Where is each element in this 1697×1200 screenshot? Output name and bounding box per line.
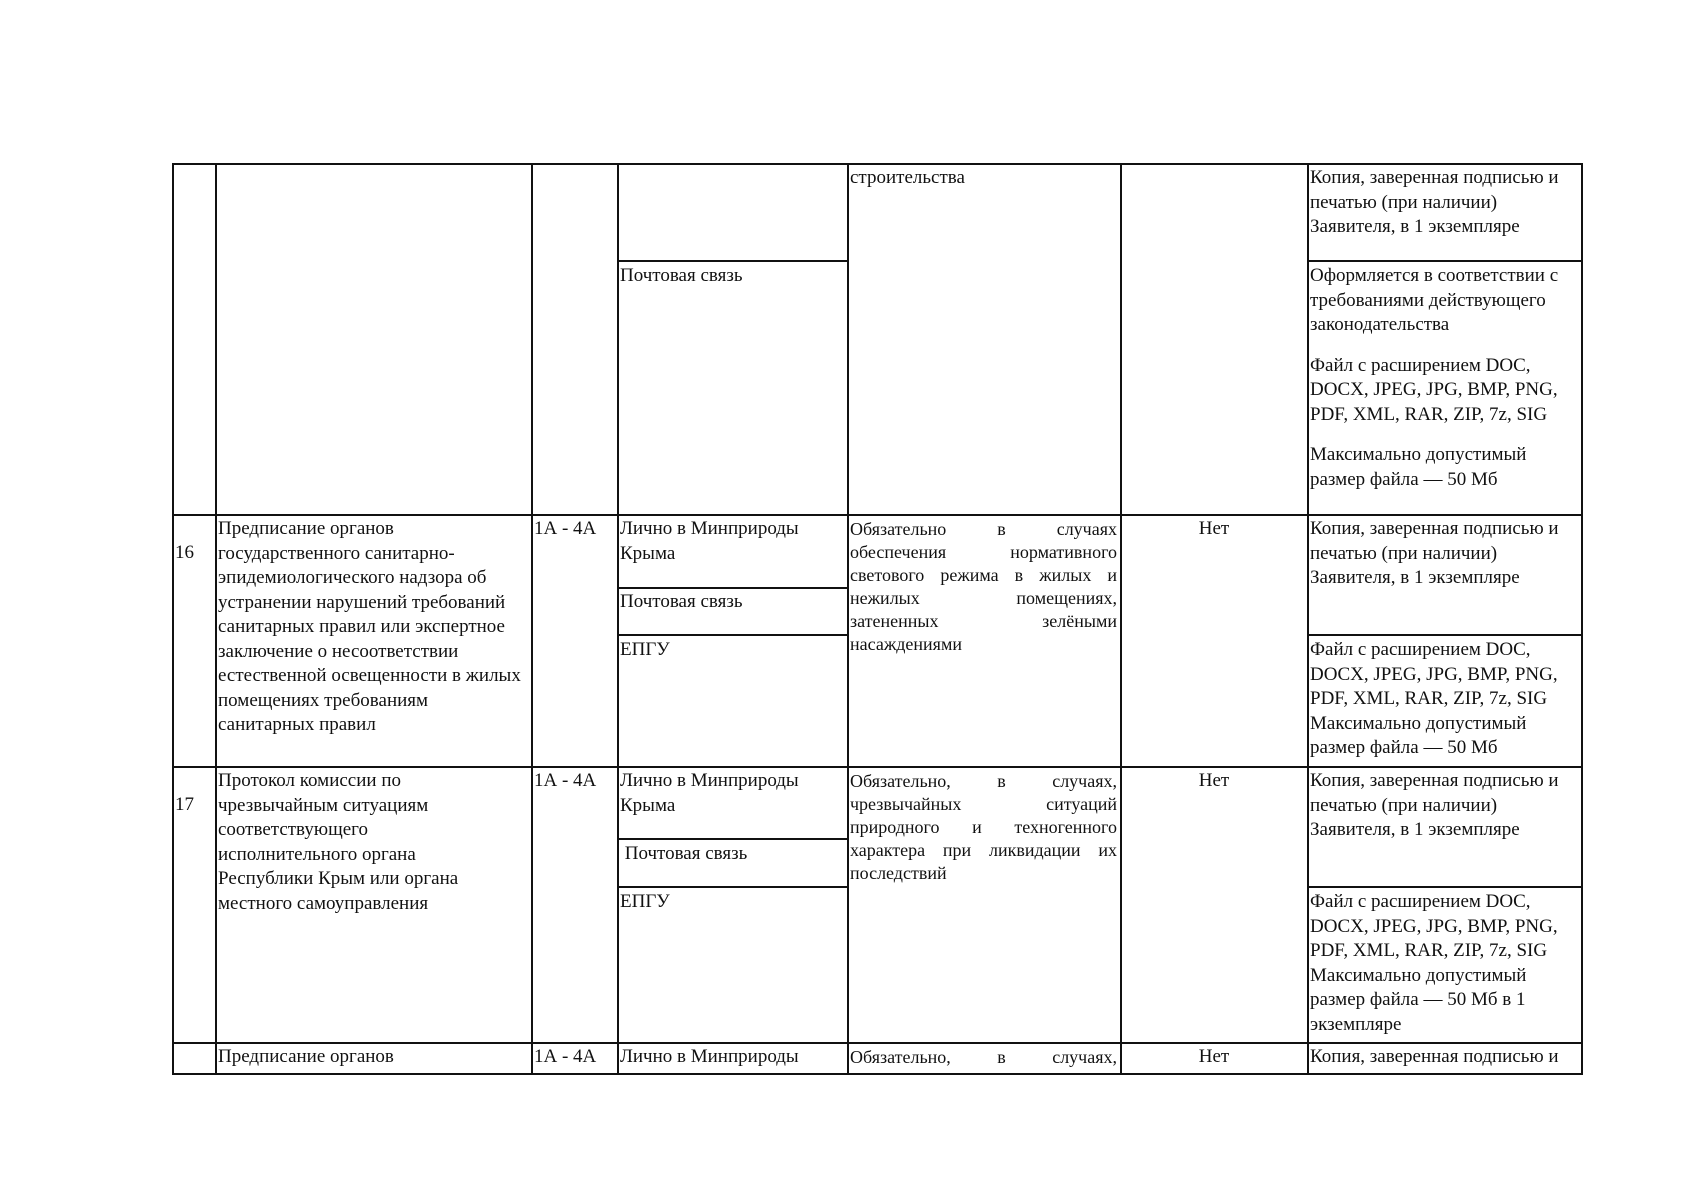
table-border-bottom	[172, 1073, 1583, 1075]
document-name-cell: Протокол комиссии по чрезвычайным ситуациям соответствующего исполнительного органа Республики Крым или органа местного самоуправления	[218, 770, 459, 914]
submission-method-personal: Лично в Минприроды Крыма	[620, 518, 799, 564]
column-divider	[617, 163, 619, 1074]
subcell-divider	[1307, 260, 1583, 262]
document-form-cell	[1310, 264, 1580, 492]
form-paragraph: Оформляется в соответствии с требованиями действующего законодательства	[1310, 265, 1559, 335]
required-cell: Нет	[1198, 770, 1230, 791]
condition-cell: Обязательно, в случаях, чрезвычайных ситуаций природного и техногенного характера при ликвидации их последствий	[850, 771, 1117, 883]
row-divider	[172, 1042, 1583, 1044]
required-cell: Нет	[1198, 1046, 1230, 1067]
subcell-divider	[617, 886, 847, 888]
submission-method-post: Почтовая связь	[620, 591, 743, 612]
subcell-divider	[617, 634, 847, 636]
category-cell: 1А - 4А	[534, 518, 597, 539]
document-form-cell: Копия, заверенная подписью и печатью (при наличии) Заявителя, в 1 экземпляре	[1310, 167, 1559, 237]
row-divider	[172, 766, 1583, 768]
column-divider	[847, 163, 849, 1074]
category-cell: 1А - 4А	[534, 770, 597, 791]
form-paragraph: Максимально допустимый размер файла — 50 Мб	[1310, 444, 1527, 490]
submission-method-personal: Лично в Минприроды	[620, 1046, 799, 1067]
subcell-divider	[617, 838, 847, 840]
category-cell: 1А - 4А	[534, 1046, 597, 1067]
column-divider	[215, 163, 217, 1074]
column-divider	[1120, 163, 1122, 1074]
condition-cell: строительства	[850, 167, 965, 188]
document-form-cell: Копия, заверенная подписью и печатью (при наличии) Заявителя, в 1 экземпляре	[1310, 518, 1559, 588]
column-divider	[531, 163, 533, 1074]
subcell-divider	[1307, 886, 1583, 888]
form-paragraph: Файл с расширением DOC, DOCX, JPEG, JPG, BMP, PNG, PDF, XML, RAR, ZIP, 7z, SIG	[1310, 354, 1558, 425]
row-number: 17	[175, 794, 194, 815]
document-form-cell: Копия, заверенная подписью и	[1310, 1046, 1559, 1067]
required-cell: Нет	[1198, 518, 1230, 539]
row-divider	[172, 514, 1583, 516]
subcell-divider	[1307, 634, 1583, 636]
condition-cell: Обязательно, в случаях,	[850, 1047, 1117, 1067]
column-divider	[1307, 163, 1309, 1074]
table-border-top	[172, 163, 1583, 165]
document-name-cell: Предписание органов государственного санитарно-эпидемиологического надзора об устранении нарушений требований санитарных правил или экспертное заключение о несоответствии естественной освещенности в жилых помещениях требованиям санитарных правил	[218, 518, 521, 735]
subcell-divider	[617, 587, 847, 589]
row-number: 16	[175, 542, 194, 563]
table-border-right	[1581, 163, 1583, 1074]
submission-method-personal: Лично в Минприроды Крыма	[620, 770, 799, 816]
submission-method-post: Почтовая связь	[620, 843, 748, 864]
submission-method-post: Почтовая связь	[620, 265, 743, 286]
condition-cell: Обязательно в случаях обеспечения нормативного светового режима в жилых и нежилых помещениях, затененных зелёными насаждениями	[850, 519, 1117, 654]
submission-method-epgu: ЕПГУ	[620, 891, 670, 912]
table-border-left	[172, 163, 174, 1074]
submission-method-epgu: ЕПГУ	[620, 639, 670, 660]
document-form-cell: Файл с расширением DOC, DOCX, JPEG, JPG, BMP, PNG, PDF, XML, RAR, ZIP, 7z, SIG Максимально допустимый размер файла — 50 Мб в 1 экземпляре	[1310, 891, 1558, 1035]
document-name-cell: Предписание органов	[218, 1046, 394, 1067]
document-form-cell: Копия, заверенная подписью и печатью (при наличии) Заявителя, в 1 экземпляре	[1310, 770, 1559, 840]
document-form-cell: Файл с расширением DOC, DOCX, JPEG, JPG, BMP, PNG, PDF, XML, RAR, ZIP, 7z, SIG Максимально допустимый размер файла — 50 Мб	[1310, 639, 1558, 758]
subcell-divider	[617, 260, 847, 262]
